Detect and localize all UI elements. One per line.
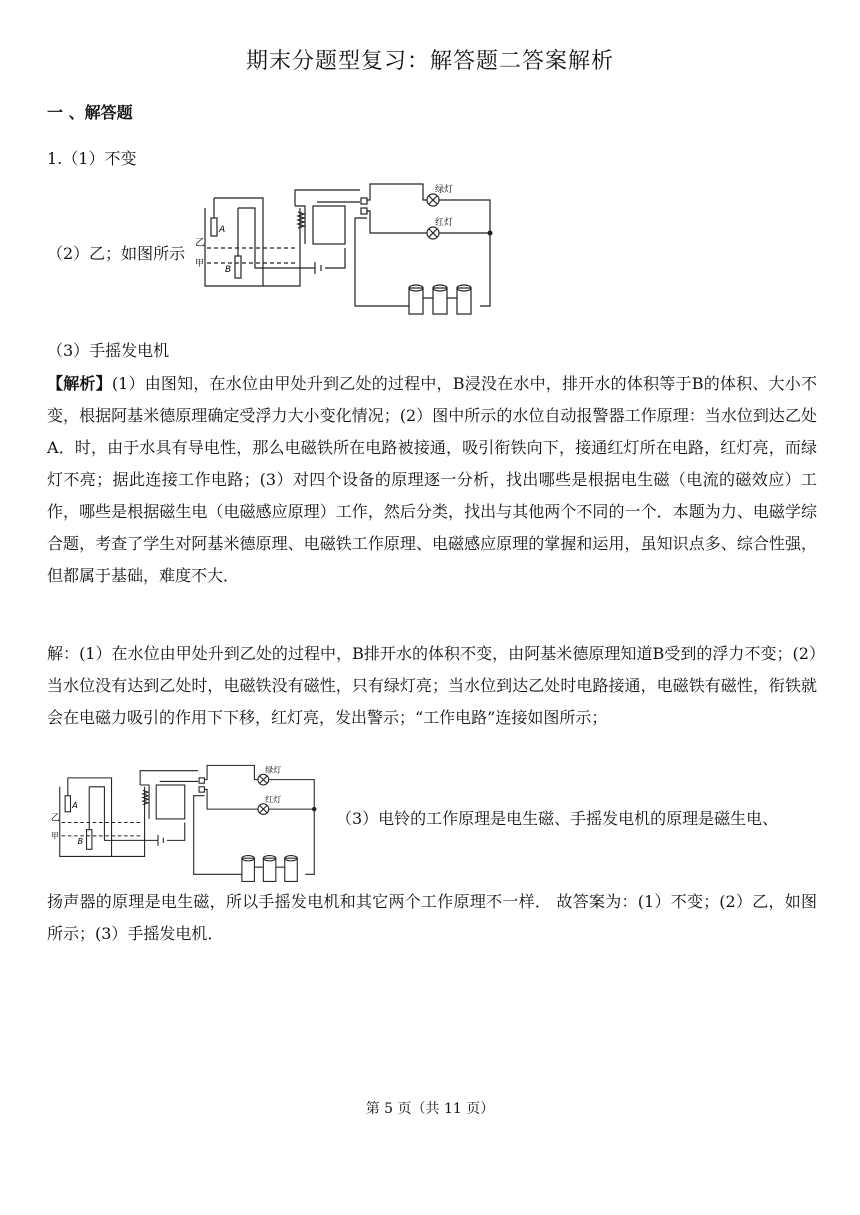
solution-side-text: （3）电铃的工作原理是电生磁、手摇发电机的原理是磁生电、 — [336, 809, 779, 828]
analysis-paragraph — [47, 368, 817, 592]
label-green-lamp: 绿灯 — [435, 185, 454, 195]
label-red-lamp: 红灯 — [265, 794, 282, 804]
q1-part2: （2）乙；如图所示 — [47, 244, 186, 263]
section-heading: 一 、解答题 — [47, 103, 133, 122]
page-footer: 第 5 页（共 11 页） — [365, 1101, 495, 1117]
analysis-tag: 【解析】 — [47, 374, 112, 393]
label-jia: 甲 — [195, 259, 205, 269]
label-a: A — [219, 225, 226, 235]
solution-paragraph: 解：(1）在水位由甲处升到乙处的过程中，B排开水的体积不变，由阿基米德原理知道B受到的浮力不变；(2）当水位没有达到乙处时，电磁铁没有磁性，只有绿灯亮；当水位到达乙处时电路接通，电磁铁有磁性，衔铁就会在电磁力吸引的作用下下移，红灯亮，发出警示；“工作电路”连接如图所示； — [47, 644, 817, 727]
circuit-diagram-2 — [42, 760, 332, 885]
circuit-diagram-1 — [195, 178, 500, 318]
q1-part1: 1.（1）不变 — [47, 149, 137, 168]
solution-end-paragraph: 扬声器的原理是电生磁，所以手摇发电机和其它两个工作原理不一样． 故答案为：(1）不变；(2）乙，如图所示；(3）手摇发电机． — [47, 892, 817, 943]
q1-part3: （3）手摇发电机 — [47, 341, 170, 360]
page-title: 期末分题型复习：解答题二答案解析 — [245, 49, 614, 74]
analysis-text: (1）由图知，在水位由甲处升到乙处的过程中，B浸没在水中，排开水的体积等于B的体积、大小不变，根据阿基米德原理确定受浮力大小变化情况；(2）图中所示的水位自动报警器工作原理：当水位到达乙处A．时，由于水具有导电性，那么电磁铁所在电路被接通，吸引衔铁向下，接通红灯所在电路，红灯亮，而绿灯不亮；据此连接工作电路；(3）对四个设备的原理逐一分析，找出哪些是根据电生磁（电流的磁效应）工作，哪些是根据磁生电（电磁感应原理）工作，然后分类，找出与其他两个不同的一个．本题为力、电磁学综合题，考查了学生对阿基米德原理、电磁铁工作原理、电磁感应原理的掌握和运用，虽知识点多、综合性强，但都属于基础，难度不大． — [47, 374, 817, 585]
label-b: B — [77, 836, 84, 846]
label-a: A — [72, 801, 78, 811]
label-yi: 乙 — [50, 813, 60, 824]
label-yi: 乙 — [195, 238, 205, 249]
label-red-lamp: 红灯 — [435, 218, 454, 228]
label-jia: 甲 — [50, 831, 59, 841]
label-green-lamp: 绿灯 — [265, 765, 282, 775]
label-b: B — [225, 265, 232, 275]
